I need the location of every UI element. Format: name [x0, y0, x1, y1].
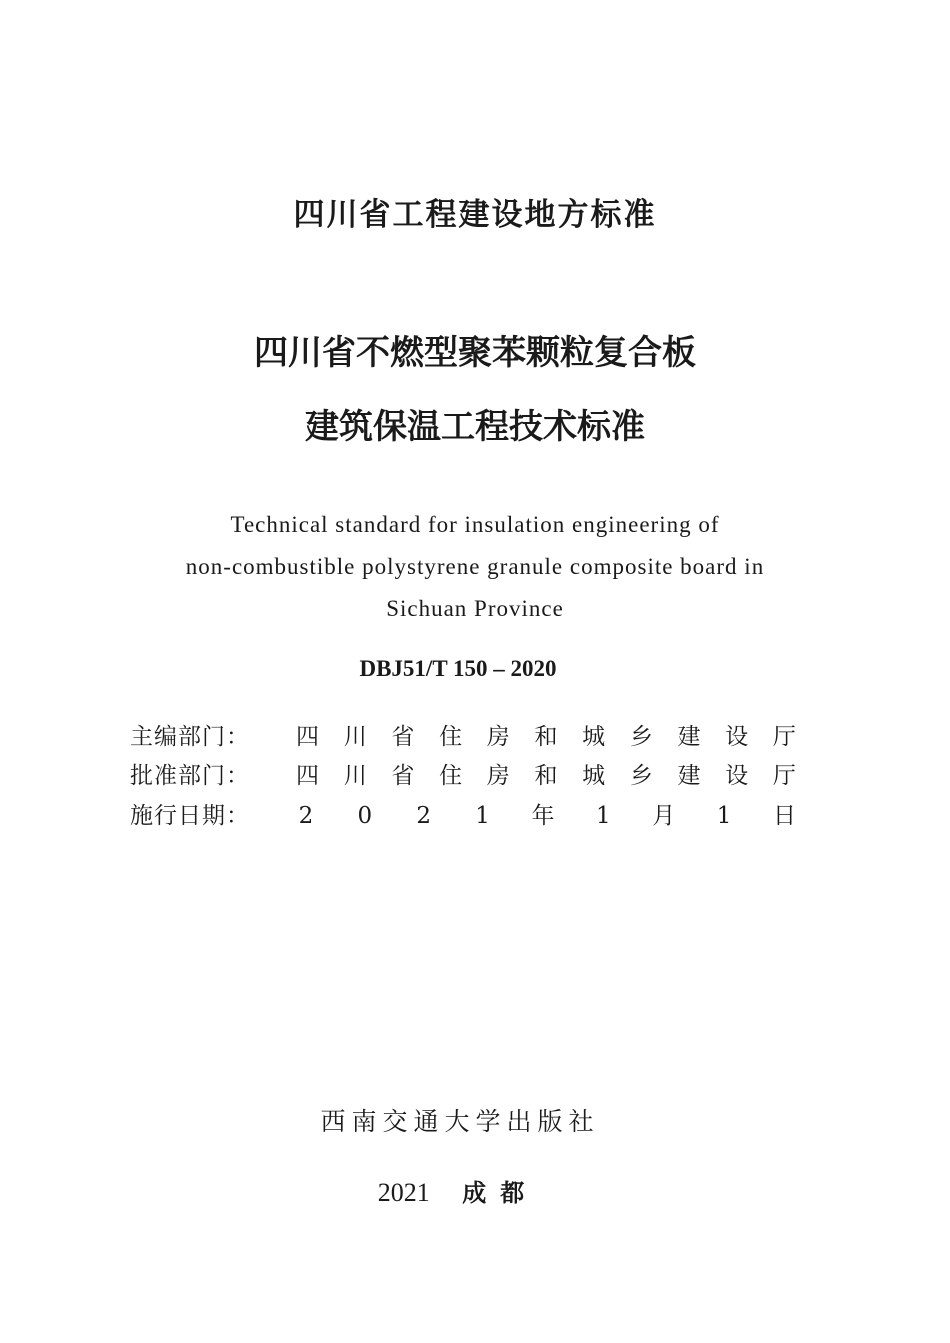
publisher-name: 西南交通大学出版社	[320, 1107, 600, 1136]
info-character: 日	[773, 803, 796, 829]
info-character: 省	[391, 724, 415, 750]
info-character: 1	[475, 803, 490, 829]
info-character: 建	[677, 724, 701, 750]
english-title-line-3: Sichuan Province	[386, 596, 564, 621]
standard-code: DBJ51/T 150 – 2020	[359, 656, 557, 681]
info-character: 月	[652, 803, 676, 829]
info-character: 四	[296, 724, 319, 750]
info-character: 1	[716, 803, 732, 829]
publication-city: 成都	[462, 1179, 539, 1207]
publication-year: 2021	[377, 1178, 430, 1207]
info-character: 房	[486, 724, 510, 750]
editing-department-label: 主编部门：	[130, 724, 250, 750]
info-character: 四	[296, 763, 319, 789]
info-character: 城	[582, 763, 606, 789]
effective-date-label: 施行日期：	[130, 803, 250, 829]
info-character: 设	[725, 763, 749, 789]
info-character: 建	[677, 763, 701, 789]
editing-department-row	[130, 721, 810, 753]
series-name: 四川省工程建设地方标准	[293, 197, 657, 233]
info-character: 房	[486, 763, 510, 789]
info-character: 1	[596, 803, 611, 829]
english-title-line-1: Technical standard for insulation engineering of	[230, 512, 720, 537]
effective-date-row	[130, 800, 810, 832]
info-character: 城	[582, 724, 606, 750]
approval-department-label: 批准部门：	[130, 763, 250, 789]
info-character: 和	[534, 724, 558, 750]
info-character: 厅	[772, 763, 796, 789]
info-character: 0	[357, 803, 373, 829]
approval-department-value	[296, 760, 796, 792]
english-title-line-2: non-combustible polystyrene granule composite board in	[185, 554, 765, 579]
info-character: 川	[343, 763, 367, 789]
info-character: 厅	[772, 724, 796, 750]
approval-department-row	[130, 760, 810, 792]
info-character: 省	[391, 763, 415, 789]
info-character: 年	[531, 803, 555, 829]
info-character: 和	[534, 763, 558, 789]
info-character: 2	[298, 803, 314, 829]
editing-department-value	[296, 721, 796, 753]
info-character: 川	[343, 724, 367, 750]
info-character: 乡	[629, 724, 653, 750]
chinese-title-line-2: 建筑保温工程技术标准	[305, 407, 645, 447]
info-character: 乡	[629, 763, 653, 789]
chinese-title-line-1: 四川省不燃型聚苯颗粒复合板	[254, 333, 696, 373]
effective-date-value	[296, 800, 796, 832]
info-character: 住	[439, 724, 463, 750]
info-character: 住	[439, 763, 463, 789]
publication-line	[0, 1175, 916, 1211]
info-character: 设	[725, 724, 749, 750]
info-character: 2	[416, 803, 432, 829]
